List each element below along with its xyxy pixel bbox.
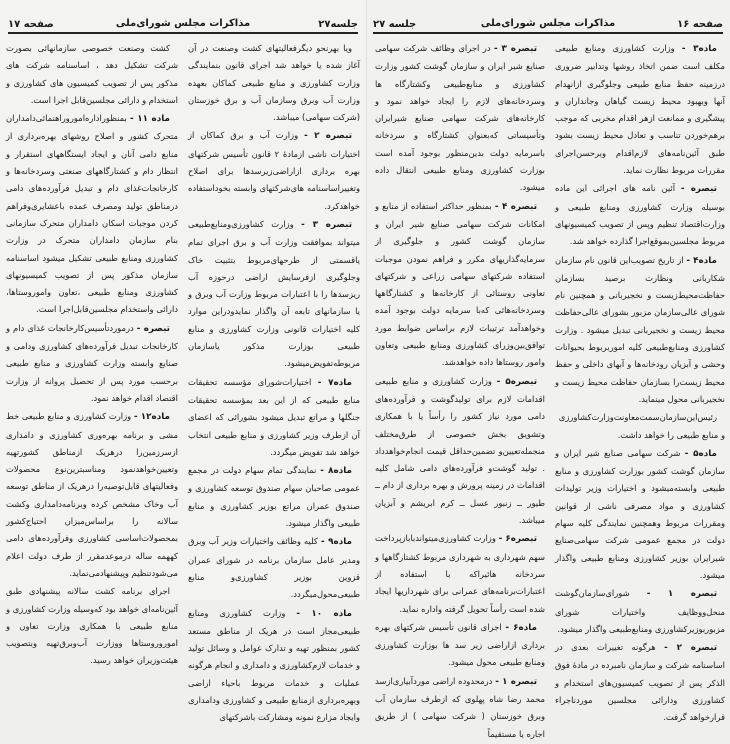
page-number: صفحه ۱۷ (8, 19, 54, 30)
article-text: وزارت کشاورزی‌میتواند‌بابازپرداخت سهم شهرداری به شهرداری مربوط کشتارگاهها و سردخانه هائیراکه با استفاده از اعتبارات‌برنامه‌های عمرانی برای شهرداریها ایجاد شده است رأساً تحویل گرفته واداره نماید. (375, 533, 545, 614)
text-columns (375, 40, 725, 744)
article-text: وزارت کشاورزی ومنابع طبیعی مکلف است ضمن اتخاذ روشها وتدابیر ضروری درزمینه حفظ منابع طبیعی وجلوگیری ازانهدام آنها وبهبود محیط زیست گیاهان وجانداران و پیشگیری و ممانعت ازهر اقدام مخربی که موجب برهم‌خوردن تناسب و تعادل محیط زیست بشود طبق آئین‌نامه‌های لازم‌اقدام وبرحسن‌اجرای مقررات مربوط نظارت نماید. (555, 43, 725, 176)
text-column (555, 40, 725, 744)
article-text: آئین نامه های اجرائی این ماده بوسیله وزارت کشاورزی ومنابع طبیعی و وزارت‌اقتصاد تنظیم وپس از تصویب کمیسیونهای مربوط مجلسین‌بموقع‌اجرا گذارده خواهد شد. (555, 183, 725, 247)
article-paragraph (375, 373, 545, 530)
article-heading: تبصره ۱ - (495, 676, 537, 687)
article-paragraph (188, 40, 360, 126)
article-paragraph (6, 110, 178, 319)
article-heading: ماده۹ - (320, 537, 352, 548)
article-paragraph (375, 619, 545, 672)
article-paragraph (375, 530, 545, 617)
text-column (6, 40, 178, 728)
text-columns (6, 40, 360, 728)
article-heading: ماده۷ - (317, 377, 352, 388)
article-heading: تبصره۵ - (496, 376, 537, 387)
article-paragraph (188, 127, 360, 214)
article-paragraph (555, 585, 725, 638)
article-paragraph (555, 639, 725, 726)
session-number: جلسه۲۷ (318, 19, 358, 30)
page-header (8, 14, 358, 34)
article-paragraph (375, 198, 545, 372)
page-16 (366, 0, 730, 739)
article-text: شرکت سهامی صنایع شیر ایران و سازمان گوشت کشور بوزارت کشاورزی و منابع طبیعی وابسته‌میشود و اختیارات وزیر تولیدات کشاورزی و مواد مصرفی ناشی از قوانین ومقررات مربوط وهمچنین نمایندگی کلیه سهام دولت در مجمع عمومی شرکت سهامی‌صنایع شیرایران بوزیر کشاورزی ومنابع طبیعی واگذار میشود. (555, 447, 725, 580)
article-text: ویا بهرنحو دیگرفعالیتهای کشت وصنعت در آن آغاز شده یا خواهد شد اجرای قانون بنمایندگی وزارت کشاورزی و منابع طبیعی کماکان بعهده وزارت آب وبرق وسازمان آب و برق خوزستان (شرکت سهامی) میباشد. (188, 43, 360, 123)
text-column (375, 40, 545, 744)
article-text: شورای‌سازمان‌گوشت منحل‌ووظایف واختیارات شورای مزبوربوزیرکشاورزی ومنابع‌طبیعی واگذار میشود. (555, 588, 725, 634)
page-header (373, 14, 723, 34)
article-paragraph (555, 40, 725, 179)
article-paragraph (6, 408, 178, 582)
article-text: وزارت کشاورزی‌ومنابع‌طبیعی میتواند بموافقت وزارت آب و برق اجرای تمام یاقسمتی از طرحهای‌مربوط بتثبیت خاک وجلوگیری ازفرسایش اراضی درحوزه آب ریزسدها را با اعتبارات مربوط وزارت آب وبرق و یا سازمانهای تابعه آن واگذار نمایدودراین موارد کلیه اختیارات قانونی وزارت کشاورزی و منابع طبیعی بوزارت مذکور یاسازمان مربوطه‌تفویض‌میشود. (188, 218, 360, 369)
article-paragraph (555, 445, 725, 584)
article-text: هرگونه تغییرات بعدی در اساسنامه شرکت و سازمان نامبرده در مادهٔ فوق الذکر پس از تصویب کمیسیون‌های استخدام و کشاورزی ودارائی مجلسین موردناجراء قرارخواهد گرفت. (555, 642, 725, 723)
article-text: بمنظور حداکثر استفاده از منابع و امکانات شرکت سهامی صنایع شیر ایران و سازمان گوشت کشور و جلوگیری از سرمایه‌گذاریهای مکرر و فراهم نمودن موجبات استفاده شرکتهای سهامی زراعی و شرکتهای تعاونی روستائی از کارخانه‌ها و کشتارگاهها وسردخانه‌هائی که‌با سرمایه دولت بوجود آمده وخواهدآمد ترتیبات لازم براساس ضوابط مورد توافق‌بین‌وزرای کشاورزی ومنابع طبیعی وتعاون وامور روستاها داده خواهدشد. (375, 200, 545, 368)
page-17 (0, 0, 366, 723)
article-paragraph (6, 583, 178, 669)
article-text: اجرای قانون تأسیس شرکتهای بهره برداری ازاراضی زیر سد ها بوزارت کشاورزی ومنابع طبیعی محول میشود. (375, 621, 545, 668)
article-heading: تبصره ۲ - (664, 643, 717, 654)
article-heading: ماده ۱۰ - (296, 608, 352, 619)
article-text: درمحدوده اراضی موردآبیاری‌ازسد محمد رضا شاه پهلوی که ازطرف سازمان آب وبرق خوزستان ( شرکت سهامی ) از طریق اجاره یا مستقیماً (375, 675, 545, 739)
page-number: صفحه ۱۶ (677, 19, 723, 30)
article-paragraph (375, 673, 545, 743)
article-text: بمنظوراداره‌اموروراهنمائی‌دامداران متحرک کشور و اصلاح روشهای بهره‌برداری از منابع دامی آنان و ایجاد ایستگاههای استقرار و انتظار دام و کشتارگاههای صنعتی وسردخانه‌ها و کارخانجات‌غذای دام و تبدیل فرآورده‌های دامی درمناطق تولید ومصرف عمده باعشایری‌وفراهم کردن موجبات اسکان دامداران متحرک سازمانی بنام سازمان دامداران متحرک در وزارت کشاورزی ومنابع طبیعی تشکیل میشود اساسنامه سازمان مذکور پس از تصویب کمیسیونهای کشاورزی ومنابع طبیعی ،تعاون واموروستاها، دارائی واستخدام مجلسین‌قابل‌اجرا است. (6, 113, 178, 315)
article-text: از تاریخ تصویب‌این قانون نام سازمان شکاربانی ونظارت برصید بسازمان حفاظت‌محیط‌زیست و نخجیربانی و همچنین نام شورای عالی‌سازمان مزبور بشورای عالی‌حفاظت محیط زیست و نخجیربانی تبدیل میشود . وزارت کشاورزی ومنابع‌طبیعی کلیه اموربربوط بحیوانات وحشی و آبزیان رودخانه‌ها و آبهای داخلی و حفظ محیط زیست‌را بسازمان حفاظت محیط زیست و نخجیربانی محول مینماید. (555, 254, 725, 404)
article-heading: تبصره ۱ - (646, 589, 718, 600)
article-text: کشت وصنعت خصوصی سازمانهائی بصورت شرکت تشکیل دهد ، اساسنامه شرکت های مذکور پس از تصویب کمیسیون های کشاورزی و استخدام و دارائی مجلسین‌قابل اجرا است. (6, 43, 178, 105)
article-text: وزارت کشاورزی و منابع طبیعی خط مشی و برنامه بهره‌وری کشاورزی و دامداری ازسرزمین‌را درهریک ازمناطق کشورتهیه وتعیین‌خواهدنمود ومناسبترین‌نوع محصولات وفعالیتهای قابل‌توصیه‌را درهریک از مناطق توسعه آب وخاک مشخص کرده وبرنامه‌دامداری وکشت سالانه را براساس‌میزان احتیاج‌کشور بمحصولات‌اساسی کشاورزی وفرآورده‌های دامی کههمه ساله درموعدمقرر از طرف دولت اعلام می‌شودتنظیم وپیشنهادمی‌نماید. (6, 411, 178, 578)
article-text: در اجرای وظائف شرکت سهامی صنایع شیر ایران و سازمان گوشت کشور وزارت کشاورزی و منابع‌طبیعی وکشتارگاه ها وسردخانه‌های لازم را ایجاد خواهد نمود و کارخانه‌های شرکت سهامی صنایع شیرایران وتأسیساتی که‌بعنوان کشتارگاه و سردخانه باسرمایه دولت بدین‌منظور بوجود آمده است بوزارت کشاورزی ومنابع طبیعی انتقال داده میشود. (375, 43, 545, 193)
running-title: مذاکرات مجلس شورای‌ملی (480, 18, 616, 29)
article-text: رئیس‌این‌سازمان‌سمت‌معاونت‌وزارت‌کشاورزی و منابع طبیعی را خواهد داشت. (558, 412, 725, 440)
article-paragraph (188, 216, 360, 373)
article-heading: ماده ۱۱ - (129, 114, 170, 125)
article-heading: ماده۳ - (681, 44, 717, 54)
article-paragraph (6, 320, 178, 407)
article-text: اختیارات‌شورای مؤسسه تحقیقات منابع طبیعی که از این بعد بمؤسسه تحقیقات جنگلها و مراتع تبدیل میشود بشورائی که اعضای آن ازطرف وزیر کشاورزی و منابع طبیعی انتخاب خواهد شد تفویض میگردد. (188, 376, 360, 457)
article-paragraph (375, 40, 545, 197)
article-text: درمورد‌تأسیس‌کارخانجات غذای دام و کارخانجات تبدیل فرآورده‌های کشاورزی ودامی و صنایع وابسته وزارت کشاورزی و منابع طبیعی برحسب مورد پس از تحصیل پروانه از وزارت اقتصاد اقدام خواهد نمود. (6, 322, 178, 403)
article-heading: ماده۵ - (684, 448, 717, 459)
article-heading: تبصره ۲ - (304, 131, 352, 142)
article-paragraph (555, 180, 725, 250)
article-paragraph (555, 409, 725, 444)
article-paragraph (188, 374, 360, 461)
article-heading: تبصره - (680, 184, 717, 195)
article-heading: ماده۱۲ - (133, 412, 170, 423)
article-heading: تبصره ۳ - (494, 44, 537, 54)
article-heading: تبصره۶ - (498, 534, 537, 545)
session-number: جلسه ۲۷ (373, 19, 417, 30)
article-text: وزارت آب و برق کماکان از اختیارات ناشی ازمادهٔ ۲ قانون تأسیس شرکتهای بهره برداری ازاراضی‌زیرسدها برای اصلاح وتغییراساسنامه های‌شرکتهای وابسته بخوداستفاده خواهدکرد. (188, 130, 360, 211)
running-title: مذاکرات مجلس شورای‌ملی (115, 18, 251, 29)
article-heading: تبصره - (136, 323, 170, 334)
article-text: وزارت کشاورزی ومنابع طبیعی‌مجاز است در هریک از مناطق مستعد کشور بمنظور تهیه و تدارک عوامل و وسائل تولید و خدمات لازم‌کشاورزی و دامداری و انجام هرگونه عملیات و خدمات مربوط باحیاء اراضی وبهره‌برداری ازمنابع طبیعی و کشاورزی ودامداری وایجاد مزارع نمونه ومشارکت باشرکتهای (188, 607, 360, 723)
article-paragraph (188, 605, 360, 727)
text-column (188, 40, 360, 728)
article-text: کلیه وظائف واختیارات وزیر آب وبرق ومدیر عامل سازمان برنامه در شورای عمران قزوین بوزیر کشاورزی‌و منابع طبیعی‌محول‌میگردد. (188, 536, 360, 600)
article-text: نمایندگی تمام سهام دولت در مجمع عمومی صاحبان سهام صندوق توسعه کشاورزی و صندوق عمران مراتع بوزیر کشاورزی و منابع طبیعی واگذار میشود. (188, 465, 360, 529)
article-paragraph (6, 40, 178, 109)
article-paragraph (555, 252, 725, 409)
article-text: اجرای برنامه کشت سالانه پیشنهادی طبق آئین‌نامه‌ای خواهد بود که‌وسیله وزارت کشاورزی و منابع طبیعی با همکاری وزارت تعاون و اموروروستاها ووزارت آب‌وبرق‌تهیه وبتصویب هیئت‌وزیران خواهد رسید. (6, 586, 178, 666)
article-heading: ماده۴ - (686, 255, 717, 266)
article-heading: تبصره ۳ - (301, 219, 353, 230)
article-paragraph (188, 462, 360, 532)
article-text: وزارت کشاورزی و منابع طبیعی اقدامات لازم برای تولیدگوشت و فرآورده‌های دامی مورد نیاز کشور را رأساً یا با همکاری وتشویق بخش خصوصی از طرق‌مختلف منجمله‌تعیین‌و تضمین‌حداقل قیمت انجام‌خواهدداد . تولید گوشت‌و فرآورده‌های دامی شامل کلیه اقدامات در زمینه پرورش و بهره برداری از دام ــ طیور ــ زنبور عسل ــ کرم ابریشم و آبزیان میباشد. (375, 375, 545, 526)
article-paragraph (188, 533, 360, 603)
article-heading: ماده۶ - (505, 622, 537, 633)
article-heading: ماده۸ - (320, 466, 353, 477)
article-heading: تبصره ۴ - (494, 201, 538, 212)
